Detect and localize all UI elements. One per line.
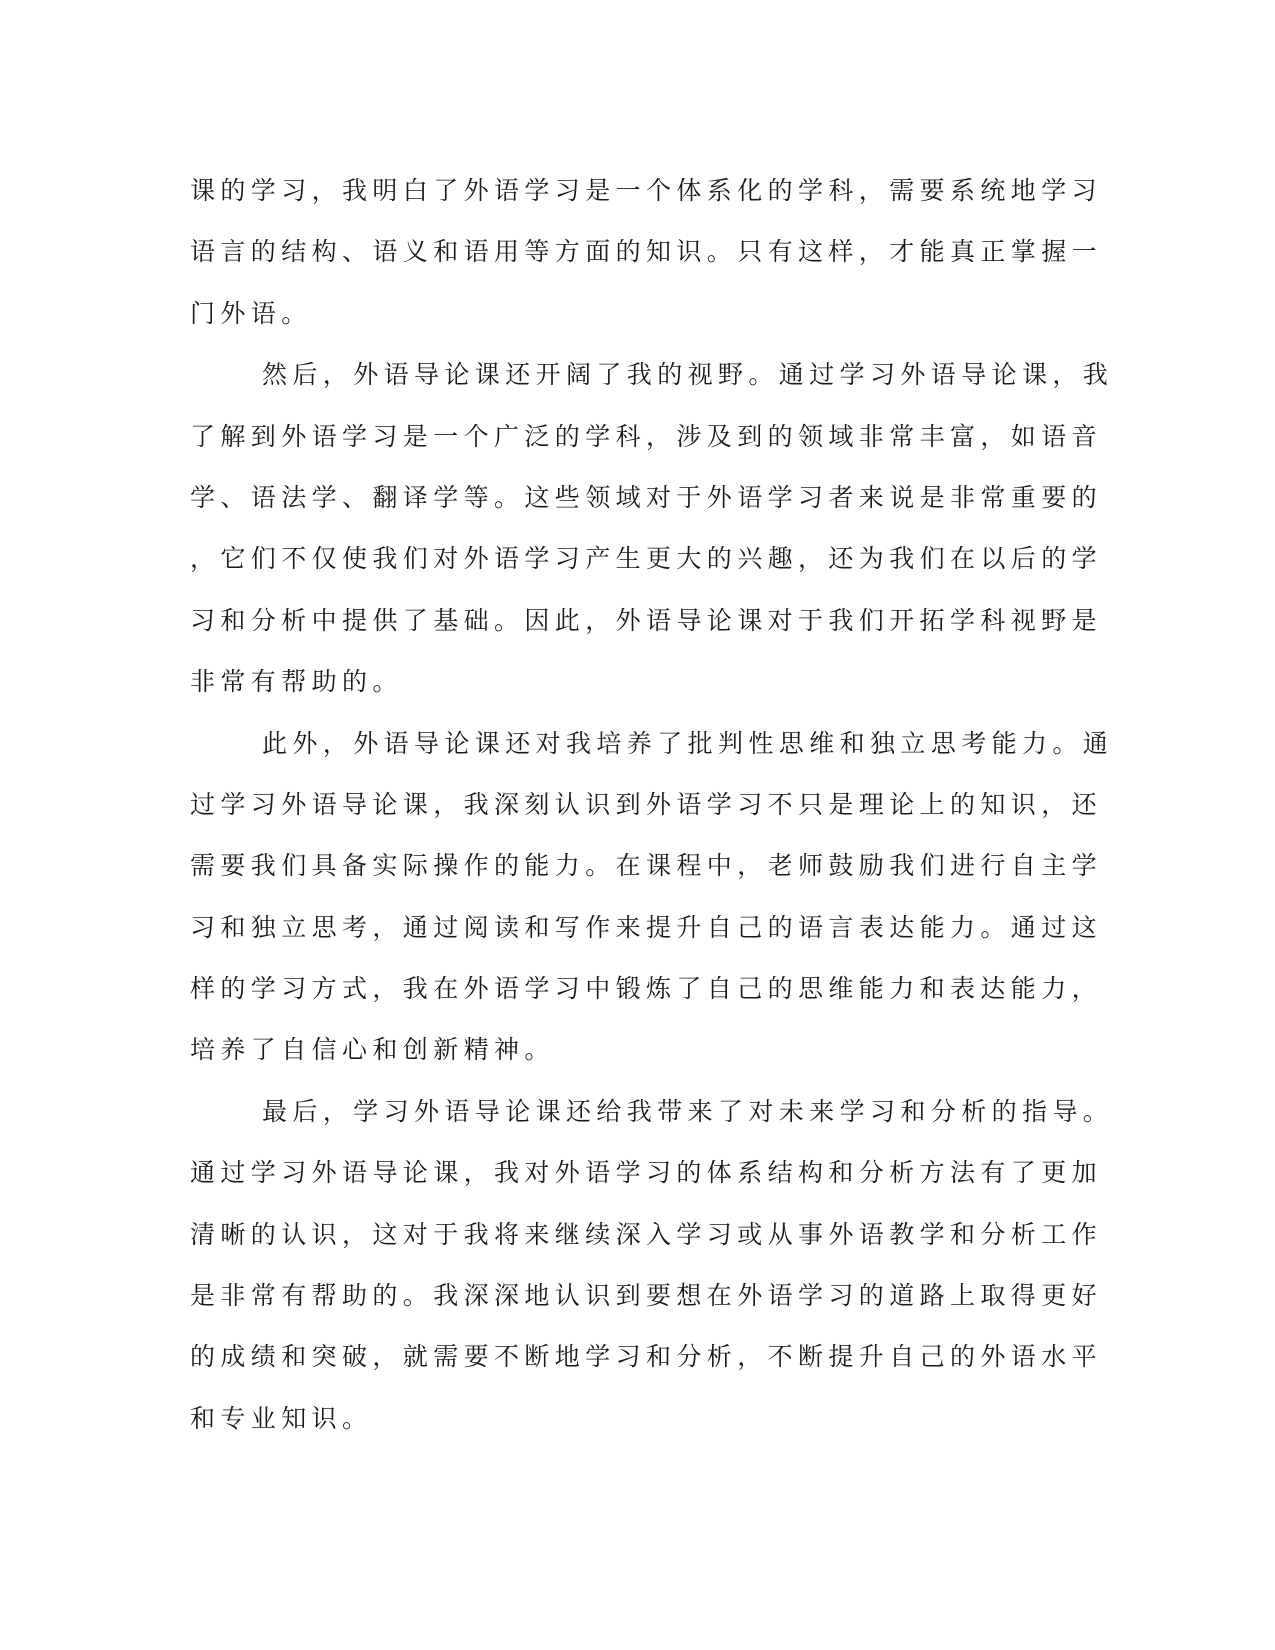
text-line: ，它们不仅使我们对外语学习产生更大的兴趣，还为我们在以后的学 [190,544,1103,574]
text-line: 然后，外语导论课还开阔了我的视野。通过学习外语导论课，我 [262,360,1114,390]
text-line: 的成绩和突破，就需要不断地学习和分析，不断提升自己的外语水平 [190,1342,1103,1372]
text-line: 样的学习方式，我在外语学习中锻炼了自己的思维能力和表达能力， [190,974,1103,1004]
paragraph-1 [190,160,1103,344]
text-line: 和专业知识。 [190,1403,373,1433]
text-line: 非常有帮助的。 [190,667,403,697]
text-line: 课的学习，我明白了外语学习是一个体系化的学科，需要系统地学习 [190,176,1103,205]
text-line: 过学习外语导论课，我深刻认识到外语学习不只是理论上的知识，还 [190,789,1103,819]
body-text [190,160,1114,1449]
text-line: 最后，学习外语导论课还给我带来了对未来学习和分析的指导。 [262,1096,1114,1126]
text-line: 是非常有帮助的。我深深地认识到要想在外语学习的道路上取得更好 [190,1281,1103,1311]
text-line: 培养了自信心和创新精神。 [190,1035,555,1065]
text-line: 习和独立思考，通过阅读和写作来提升自己的语言表达能力。通过这 [190,912,1103,942]
text-line: 需要我们具备实际操作的能力。在课程中，老师鼓励我们进行自主学 [190,851,1103,881]
text-line: 习和分析中提供了基础。因此，外语导论课对于我们开拓学科视野是 [190,605,1103,635]
text-line: 通过学习外语导论课，我对外语学习的体系结构和分析方法有了更加 [190,1158,1103,1188]
text-line: 学、语法学、翻译学等。这些领域对于外语学习者来说是非常重要的 [190,482,1103,512]
text-line: 了解到外语学习是一个广泛的学科，涉及到的领域非常丰富，如语音 [190,421,1103,451]
text-line: 清晰的认识，这对于我将来继续深入学习或从事外语教学和分析工作 [190,1219,1103,1249]
paragraph-3 [190,713,1114,1081]
paragraph-2 [190,344,1114,712]
text-line: 语言的结构、语义和语用等方面的知识。只有这样，才能真正掌握一 [190,237,1103,267]
text-line: 此外，外语导论课还对我培养了批判性思维和独立思考能力。通 [262,728,1114,758]
paragraph-4 [190,1081,1114,1449]
text-line: 门外语。 [190,298,312,328]
